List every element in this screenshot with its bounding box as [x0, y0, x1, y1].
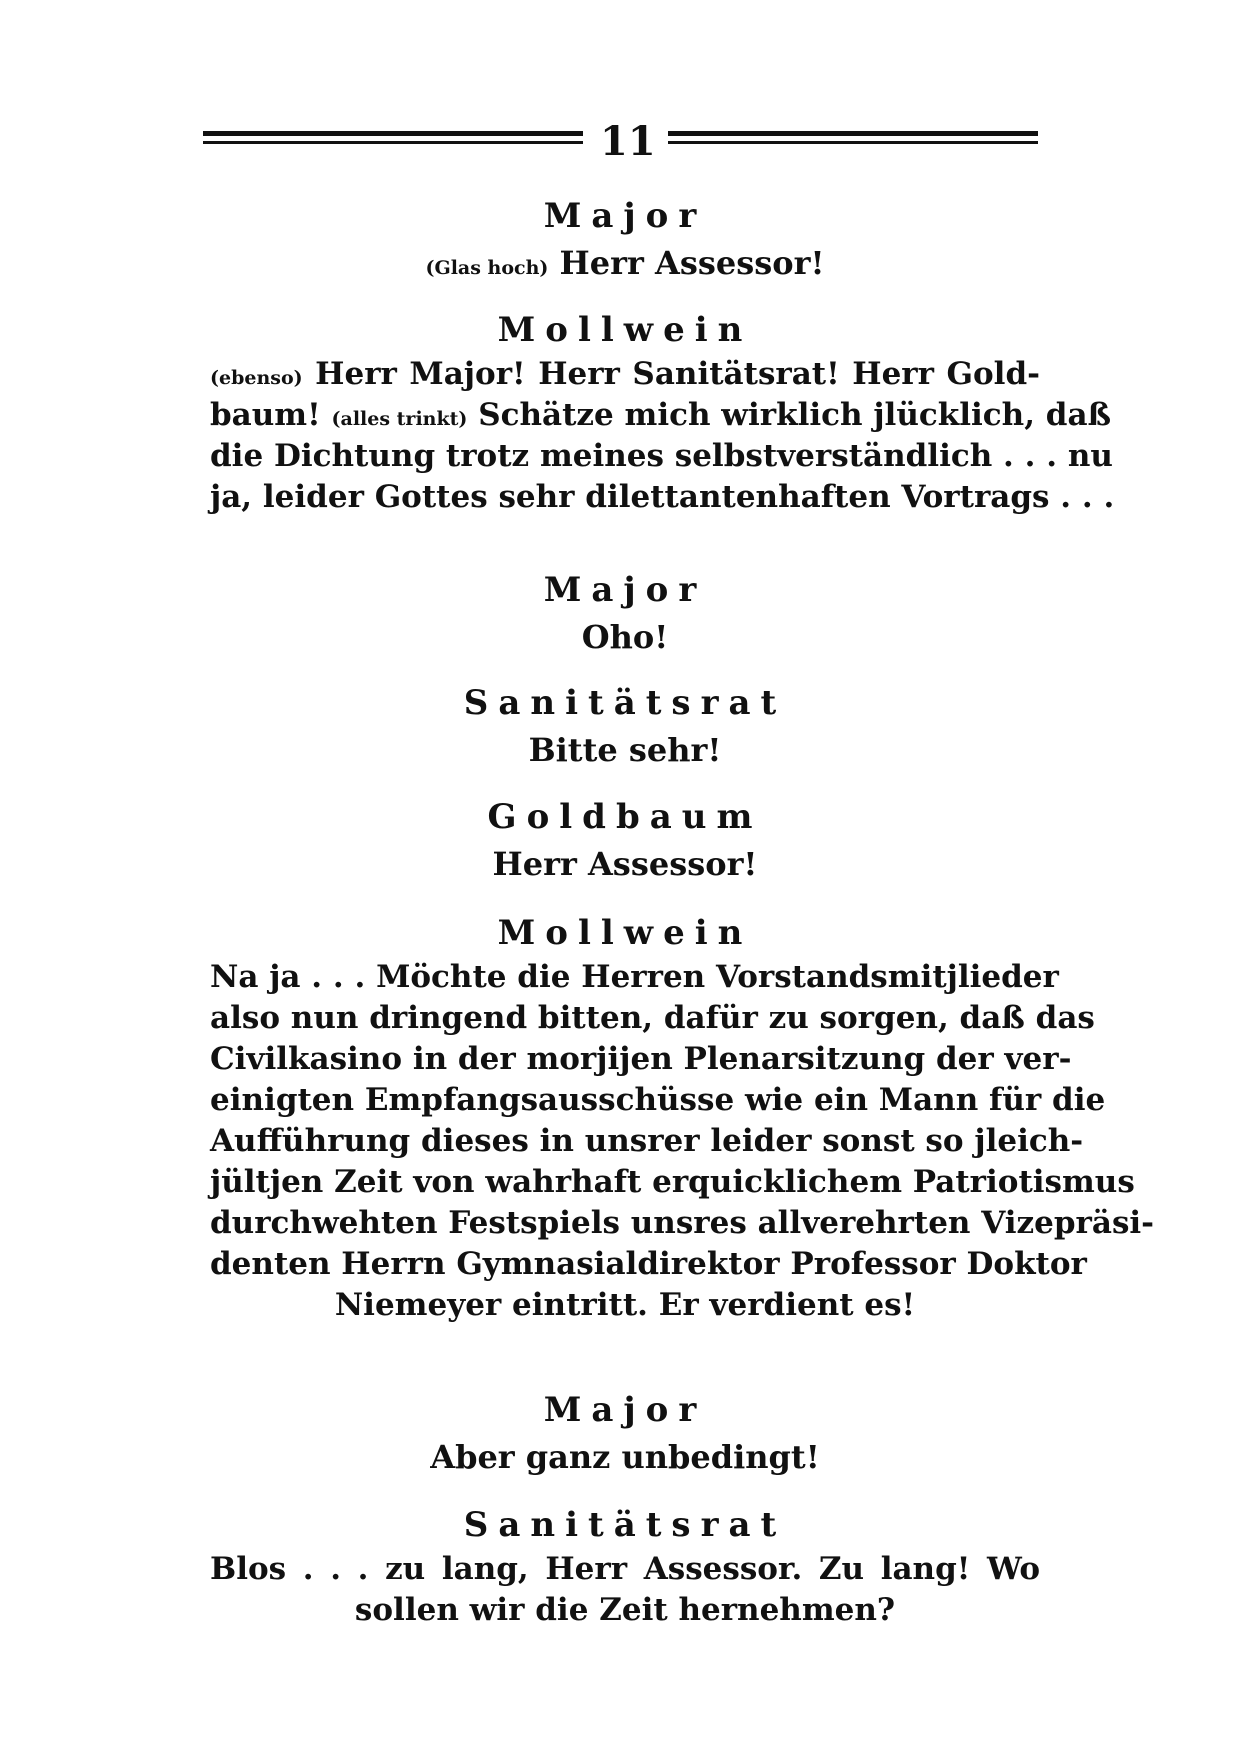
speech-line: sollen wir die Zeit hernehmen?	[354, 1592, 896, 1628]
speech-line: Niemeyer eintritt. Er verdient es!	[334, 1287, 916, 1323]
speaker-name: Major	[543, 570, 707, 610]
speech-block-major-1	[210, 196, 1040, 282]
speech-line: Blos . . . zu lang, Herr Assessor. Zu lang! Wo	[210, 1551, 1040, 1587]
speech-line: (Glas hoch) Herr Assessor!	[425, 244, 825, 282]
speech-block-goldbaum-1	[210, 797, 1040, 883]
speech-line: Herr Assessor!	[492, 845, 758, 883]
speech-line: die Dichtung trotz meines selbstverständlich . . . nu	[210, 438, 1113, 474]
speech-line: Oho!	[581, 618, 669, 656]
speech-block-major-3	[210, 1390, 1040, 1476]
speaker-name: Major	[543, 196, 707, 236]
speech-line: baum! (alles trinkt) Schätze mich wirklich jlücklich, daß	[210, 397, 1112, 433]
speaker-name: Mollwein	[497, 310, 753, 350]
speech-line: also nun dringend bitten, dafür zu sorgen, daß das	[210, 1000, 1095, 1036]
header-rule-left	[203, 131, 583, 148]
speech-line: Aufführung dieses in unsrer leider sonst so jleich-	[210, 1123, 1084, 1159]
page-number: 11	[600, 118, 656, 165]
speech-block-mollwein-1	[210, 310, 1115, 515]
speech-line: Na ja . . . Möchte die Herren Vorstandsmitjlieder	[210, 959, 1059, 995]
speech-line: denten Herrn Gymnasialdirektor Professor Doktor	[210, 1246, 1087, 1282]
speaker-name: Sanitätsrat	[463, 1505, 787, 1545]
speaker-name: Goldbaum	[487, 797, 763, 837]
speaker-name: Major	[543, 1390, 707, 1430]
speech-line: Aber ganz unbedingt!	[430, 1438, 820, 1476]
speech-line: Bitte sehr!	[528, 731, 722, 769]
speech-line: jültjen Zeit von wahrhaft erquicklichem Patriotismus	[210, 1164, 1135, 1200]
speech-line: einigten Empfangsausschüsse wie ein Mann für die	[210, 1082, 1106, 1118]
speech-line: durchwehten Festspiels unsres allverehrten Vizepräsi-	[210, 1205, 1155, 1241]
speech-block-mollwein-2	[210, 913, 1155, 1323]
speech-line: (ebenso) Herr Major! Herr Sanitätsrat! Herr Gold-	[210, 356, 1040, 392]
speech-block-sanitaetsrat-1	[210, 683, 1040, 769]
header-rule-right	[668, 131, 1038, 148]
speaker-name: Mollwein	[497, 913, 753, 953]
speech-line: ja, leider Gottes sehr dilettantenhaften Vortrags . . .	[210, 479, 1115, 515]
speech-block-sanitaetsrat-2	[210, 1505, 1040, 1628]
speaker-name: Sanitätsrat	[463, 683, 787, 723]
speech-line: Civilkasino in der morjijen Plenarsitzung der ver-	[210, 1041, 1072, 1077]
speech-block-major-2	[210, 570, 1040, 656]
